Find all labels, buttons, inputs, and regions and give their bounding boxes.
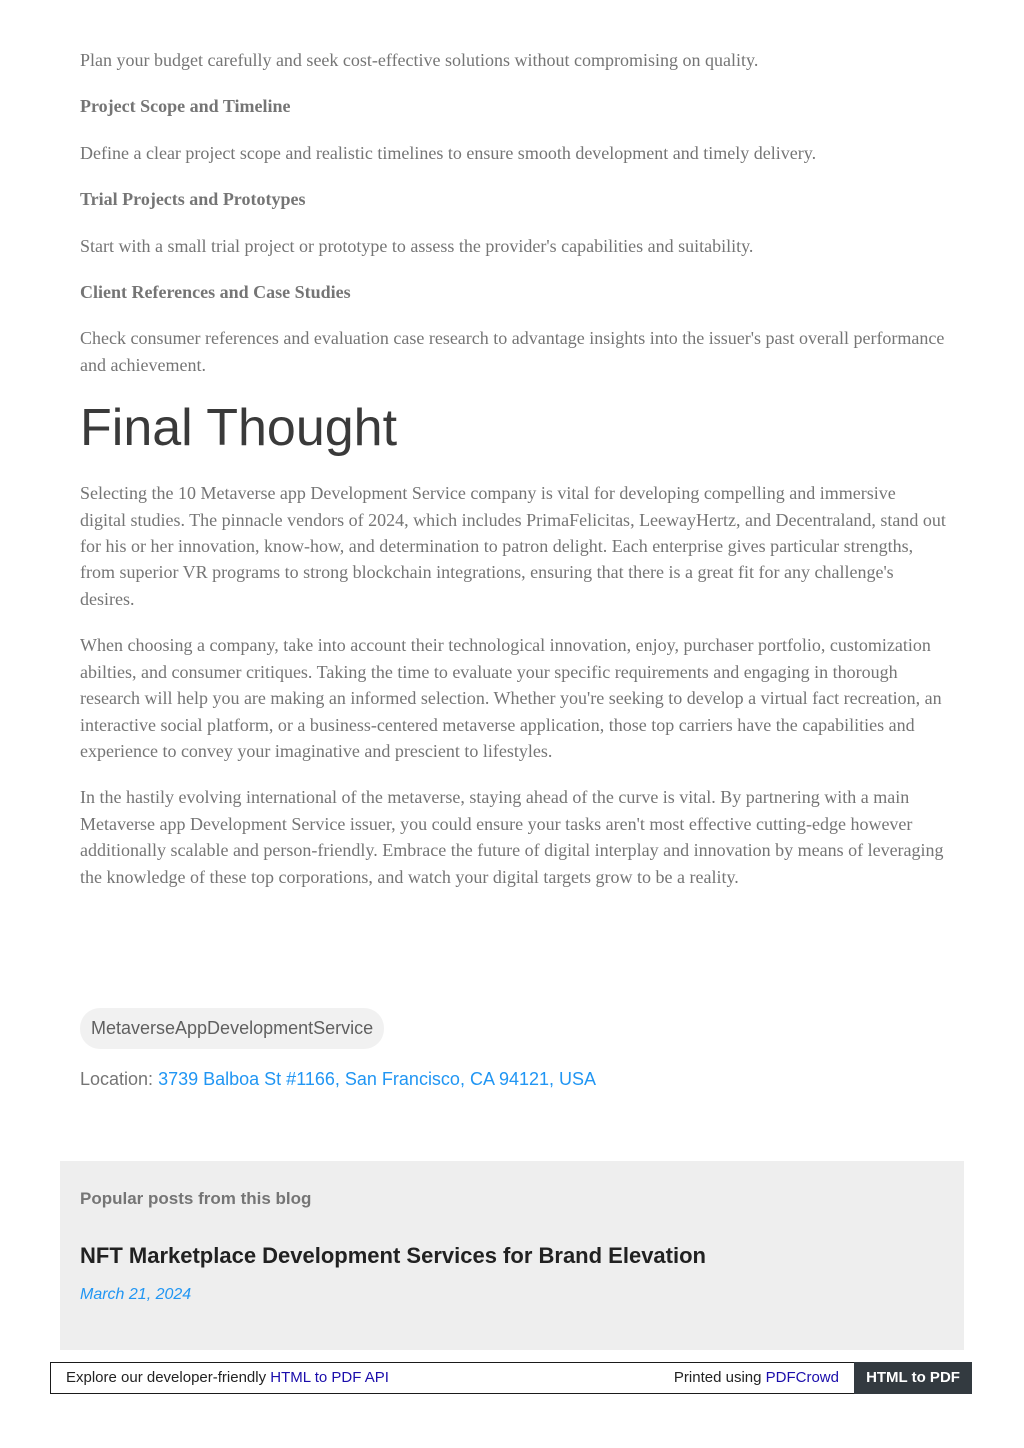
final-paragraph: When choosing a company, take into account their technological innovation, enjoy, purchaser portfolio, customization abilties, and consumer critiques. Taking the time to evaluate your specific requirements and engaging in thorough research will help you are making an informed selection. Whether you're seeking to develop a virtual fact recreation, an interactive social platform, or a business-centered metaverse application, those top carriers have the capabilities and experience to convey your imaginative and prescient to lifestyles. (80, 635, 942, 761)
html-to-pdf-api-link[interactable]: HTML to PDF API (270, 1369, 389, 1386)
section-text-scope: Define a clear project scope and realistic timelines to ensure smooth development and timely delivery. (80, 142, 817, 163)
section-heading-trial: Trial Projects and Prototypes (80, 189, 306, 210)
final-thought-heading: Final Thought (80, 399, 398, 458)
html-to-pdf-button[interactable]: HTML to PDF (854, 1362, 972, 1394)
section-text-trial: Start with a small trial project or prototype to assess the provider's capabilities and suitability. (80, 235, 754, 256)
final-paragraph: Selecting the 10 Metaverse app Development Service company is vital for developing compelling and immersive digital studies. The pinnacle vendors of 2024, which includes PrimaFelicitas, LeewayHertz, and Decentraland, stand out for his or her innovation, know-how, and determination to patron delight. Each enterprise gives particular strengths, from superior VR programs to strong blockchain integrations, ensuring that there is a great fit for any challenge's desires. (80, 483, 946, 609)
popular-post-title-link[interactable]: NFT Marketplace Development Services for Brand Elevation (80, 1243, 706, 1268)
article-body (80, 47, 946, 910)
location-address-link[interactable]: 3739 Balboa St #1166, San Francisco, CA 94121, USA (158, 1069, 597, 1089)
section-text-references: Check consumer references and evaluation case research to advantage insights into the issuer's past overall performance and achievement. (80, 328, 945, 375)
location-prefix: Location: (80, 1069, 154, 1089)
pdfcrowd-link[interactable]: PDFCrowd (765, 1369, 839, 1386)
footer-left (66, 1363, 389, 1393)
footer-left-text: Explore our developer-friendly (66, 1369, 267, 1386)
section-heading-references: Client References and Case Studies (80, 282, 351, 303)
intro-paragraph: Plan your budget carefully and seek cost-effective solutions without compromising on quality. (80, 50, 759, 70)
popular-posts-title: Popular posts from this blog (80, 1189, 312, 1208)
final-paragraph: In the hastily evolving international of the metaverse, staying ahead of the curve is vital. By partnering with a main Metaverse app Development Service issuer, you could ensure your tasks aren't most effective cutting-edge however additionally scalable and person-friendly. Embrace the future of digital interplay and innovation by means of leveraging the knowledge of these top corporations, and watch your digital targets grow to be a reality. (80, 787, 944, 887)
pdfcrowd-footer (50, 1362, 972, 1394)
footer-right (674, 1363, 839, 1393)
footer-right-text: Printed using (673, 1369, 762, 1386)
location-line (80, 1066, 596, 1092)
popular-posts-section (60, 1161, 964, 1350)
popular-post-date: March 21, 2024 (80, 1286, 192, 1303)
post-label-tag[interactable]: MetaverseAppDevelopmentService (80, 1008, 384, 1049)
section-heading-scope: Project Scope and Timeline (80, 96, 291, 117)
